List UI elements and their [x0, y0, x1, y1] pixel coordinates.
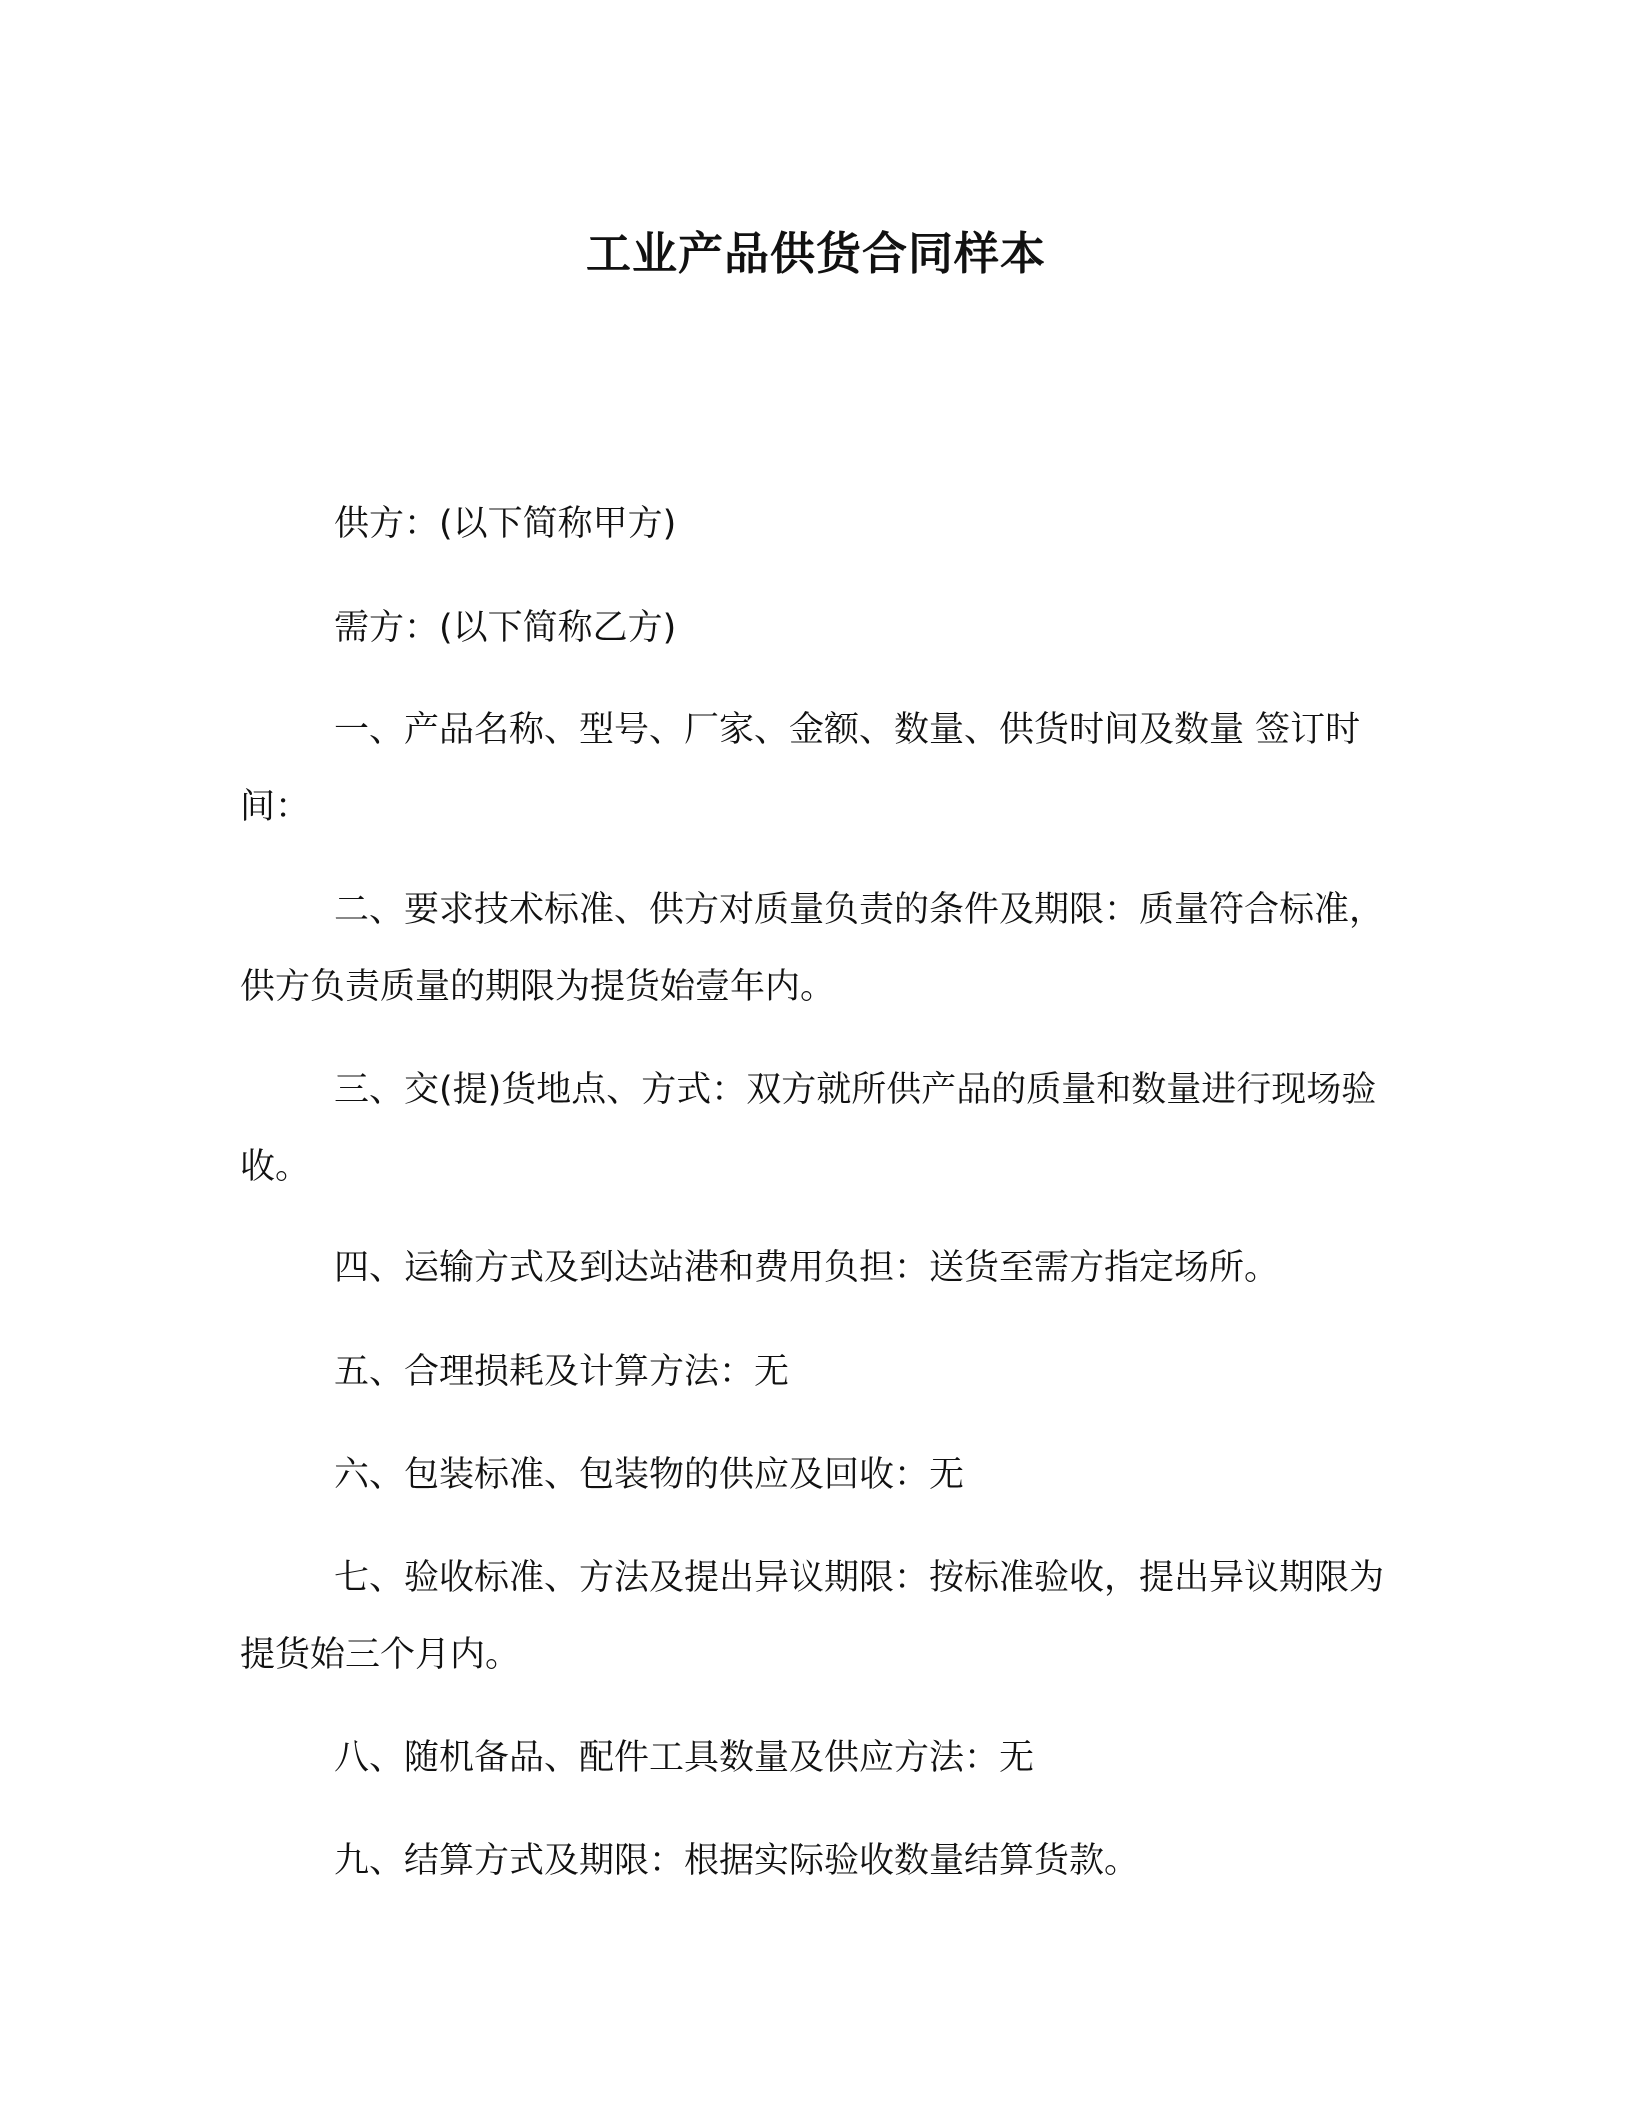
clause-8: 八、随机备品、配件工具数量及供应方法：无	[334, 1738, 1035, 1778]
clause-2: 二、要求技术标准、供方对质量负责的条件及期限：质量符合标准，供方负责质量的期限为提货始壹年内。	[240, 890, 1385, 1007]
clause-supplier: 供方：(以下简称甲方)	[334, 504, 677, 544]
clause-5: 五、合理损耗及计算方法：无	[334, 1352, 790, 1392]
clause-3: 三、交(提)货地点、方式：双方就所供产品的质量和数量进行现场验收。	[240, 1070, 1377, 1187]
clause-4: 四、运输方式及到达站港和费用负担：送货至需方指定场所。	[334, 1248, 1280, 1288]
clause-6: 六、包装标准、包装物的供应及回收：无	[334, 1455, 965, 1495]
document-title: 工业产品供货合同样本	[585, 227, 1046, 280]
clause-1: 一、产品名称、型号、厂家、金额、数量、供货时间及数量 签订时间：	[240, 710, 1361, 827]
clause-7: 七、验收标准、方法及提出异议期限：按标准验收，提出异议期限为提货始三个月内。	[240, 1558, 1385, 1675]
clause-buyer: 需方：(以下简称乙方)	[334, 608, 677, 648]
clause-9: 九、结算方式及期限：根据实际验收数量结算货款。	[334, 1841, 1140, 1881]
